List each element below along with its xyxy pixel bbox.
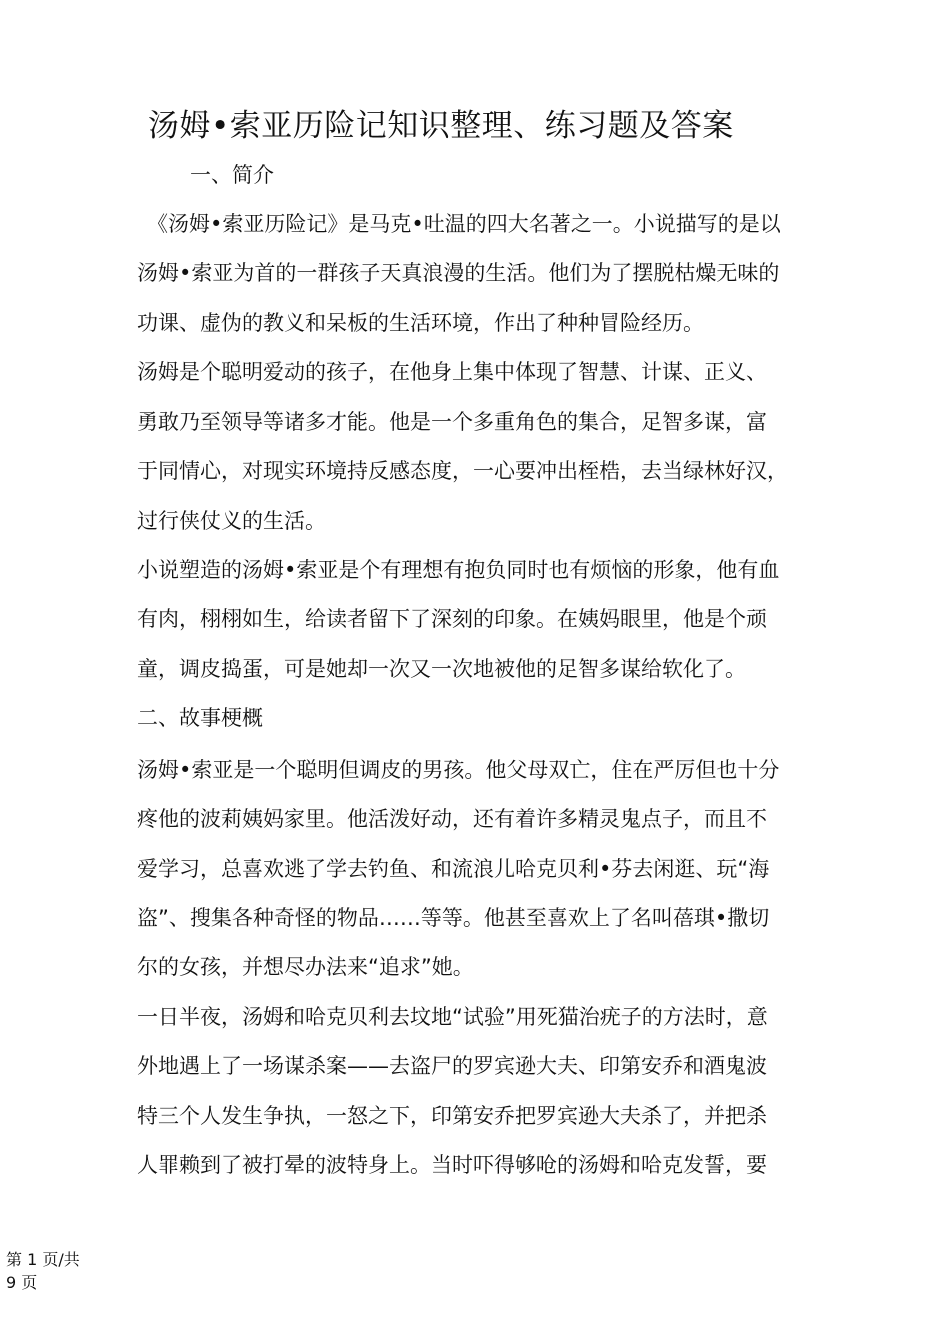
page-number-line1: 第 1 页/共: [6, 1250, 80, 1269]
paragraph-line: 汤姆•索亚为首的一群孩子天真浪漫的生活。他们为了摆脱枯燥无味的: [137, 261, 780, 285]
section-heading-summary: 二、故事梗概: [137, 706, 263, 730]
paragraph-line: 童，调皮捣蛋，可是她却一次又一次地被他的足智多谋给软化了。: [137, 657, 746, 681]
paragraph-line: 尔的女孩，并想尽办法来“追求”她。: [137, 955, 474, 979]
paragraph-line: 盗”、搜集各种奇怪的物品……等等。他甚至喜欢上了名叫蓓琪•撒切: [137, 906, 770, 930]
section-heading-intro: 一、简介: [190, 163, 274, 187]
document-title: 汤姆•索亚历险记知识整理、练习题及答案: [148, 108, 734, 144]
paragraph-line: 汤姆是个聪明爱动的孩子，在他身上集中体现了智慧、计谋、正义、: [137, 360, 767, 384]
paragraph-line: 《汤姆•索亚历险记》是马克•吐温的四大名著之一。小说描写的是以: [147, 212, 781, 236]
paragraph-line: 功课、虚伪的教义和呆板的生活环境，作出了种种冒险经历。: [137, 311, 704, 335]
paragraph-line: 有肉，栩栩如生，给读者留下了深刻的印象。在姨妈眼里，他是个顽: [137, 607, 767, 631]
paragraph-line: 外地遇上了一场谋杀案——去盗尸的罗宾逊大夫、印第安乔和酒鬼波: [137, 1054, 767, 1078]
paragraph-line: 小说塑造的汤姆•索亚是个有理想有抱负同时也有烦恼的形象，他有血: [137, 558, 780, 582]
paragraph-line: 爱学习，总喜欢逃了学去钓鱼、和流浪儿哈克贝利•芬去闲逛、玩“海: [137, 857, 770, 881]
page-number-line2: 9 页: [6, 1273, 38, 1292]
paragraph-line: 汤姆•索亚是一个聪明但调皮的男孩。他父母双亡，住在严厉但也十分: [137, 758, 780, 782]
paragraph-line: 人罪赖到了被打晕的波特身上。当时吓得够呛的汤姆和哈克发誓，要: [137, 1153, 767, 1177]
paragraph-line: 勇敢乃至领导等诸多才能。他是一个多重角色的集合，足智多谋，富: [137, 410, 767, 434]
paragraph-line: 过行侠仗义的生活。: [137, 509, 326, 533]
paragraph-line: 一日半夜，汤姆和哈克贝利去坟地“试验”用死猫治疣子的方法时，意: [137, 1005, 768, 1029]
paragraph-line: 于同情心，对现实环境持反感态度，一心要冲出桎梏，去当绿林好汉，: [137, 459, 788, 483]
paragraph-line: 疼他的波莉姨妈家里。他活泼好动，还有着许多精灵鬼点子，而且不: [137, 807, 767, 831]
paragraph-line: 特三个人发生争执，一怒之下，印第安乔把罗宾逊大夫杀了，并把杀: [137, 1104, 767, 1128]
